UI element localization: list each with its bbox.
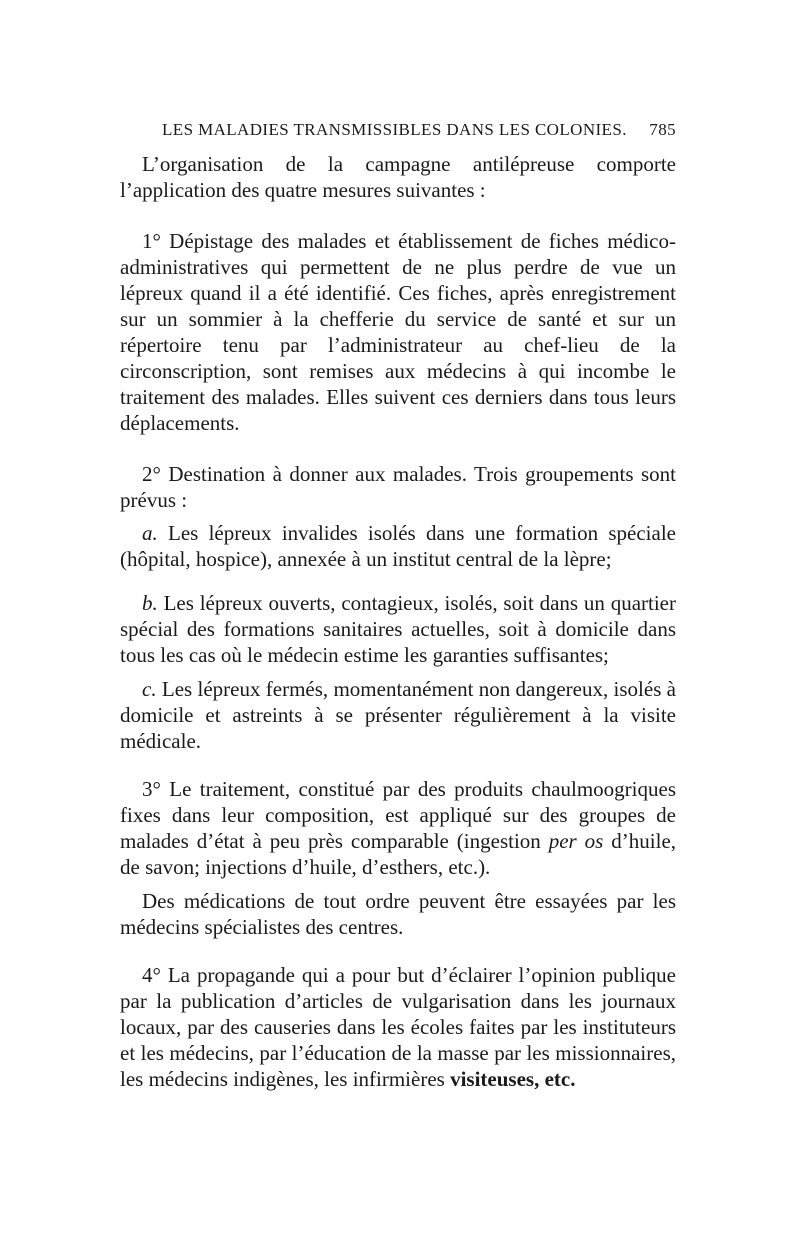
group-a-paragraph — [120, 520, 676, 572]
medications-note: Des médications de tout ordre peuvent être essayées par les médecins spécialistes des centres. — [120, 889, 676, 939]
running-header — [120, 117, 676, 143]
group-b-letter: b. — [142, 591, 158, 615]
measure-3-text-after: d’huile, de savon; injections d’huile, d’esthers, etc.). — [120, 829, 677, 879]
measure-3-paragraph — [120, 776, 676, 880]
measure-4-ending: visiteuses, etc. — [450, 1067, 576, 1091]
group-c-letter: c. — [142, 677, 157, 701]
per-os-italic: per os — [548, 829, 604, 853]
measure-2-paragraph: 2° Destination à donner aux malades. Trois groupements sont prévus : — [120, 462, 676, 512]
running-header-title: LES MALADIES TRANSMISSIBLES DANS LES COLONIES. — [162, 120, 627, 139]
group-c-paragraph — [120, 676, 676, 754]
measure-1-paragraph: 1° Dépistage des malades et établissement de fiches médico-administratives qui permettent de ne plus perdre de vue un lépreux quand il a été identifié. Ces fiches, après enregistrement sur un sommier à la chefferie du service de santé et sur un répertoire tenu par l’administrateur au chef-lieu de la circonscription, sont remises aux médecins à qui incombe le traitement des malades. Elles suivent ces derniers dans tous leurs déplacements. — [120, 229, 676, 435]
measure-4-text: 4° La propagande qui a pour but d’éclairer l’opinion publique par la publication d’articles de vulgarisation dans les journaux locaux, par des causeries dans les écoles faites par les instituteurs et les médecins, par l’éducation de la masse par les missionnaires, les médecins indigènes, les infirmières — [120, 963, 676, 1091]
measure-4-paragraph — [120, 962, 676, 1092]
page-number: 785 — [649, 120, 676, 139]
group-c-text: Les lépreux fermés, momentanément non dangereux, isolés à domicile et astreints à se présenter régulièrement à la visite médicale. — [120, 677, 677, 753]
group-a-letter: a. — [142, 521, 158, 545]
measure-3-text-before: 3° Le traitement, constitué par des produits chaulmoogriques fixes dans leur composition, est appliqué sur des groupes de malades d’état à peu près comparable (ingestion — [120, 777, 676, 853]
intro-paragraph: L’organisation de la campagne antilépreuse comporte l’application des quatre mesures suivantes : — [120, 152, 676, 202]
group-a-text: Les lépreux invalides isolés dans une formation spéciale (hôpital, hospice), annexée à un institut central de la lèpre; — [120, 521, 676, 571]
group-b-text: Les lépreux ouverts, contagieux, isolés, soit dans un quartier spécial des formations sanitaires actuelles, soit à domicile dans tous les cas où le médecin estime les garanties suffisantes; — [120, 591, 676, 667]
group-b-paragraph — [120, 590, 676, 668]
